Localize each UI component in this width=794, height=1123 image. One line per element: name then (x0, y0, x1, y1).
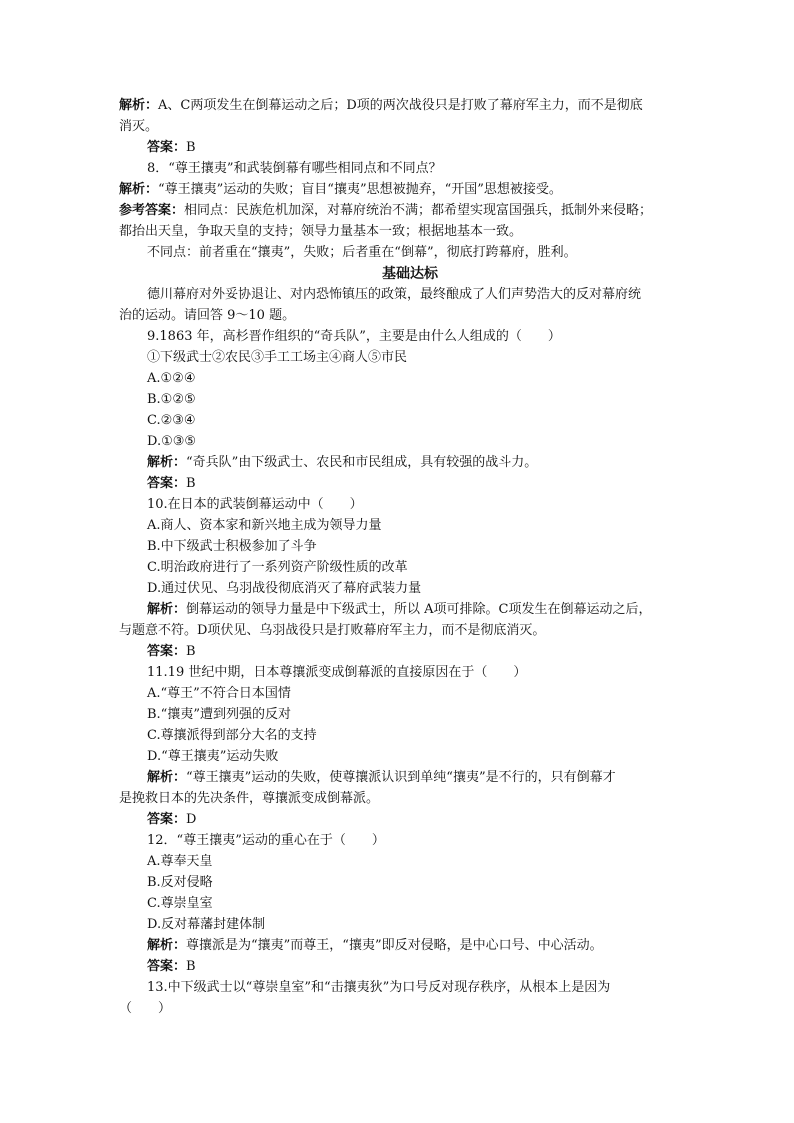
intro-paragraph-continued: 治的运动。请回答 9～10 题。 (119, 308, 296, 323)
option-d: D.反对幕藩封建体制 (147, 917, 266, 932)
option-c: C.②③④ (147, 413, 196, 428)
analysis-text: “尊王攘夷”运动的失败，使尊攘派认识到单纯“攘夷”是不行的，只有倒幕才 (186, 770, 616, 785)
reference-answer (119, 201, 652, 221)
reference-answer-text: 相同点：民族危机加深，对幕府统治不满；都希望实现富国强兵，抵制外来侵略； (184, 203, 653, 218)
analysis-paragraph (147, 600, 651, 620)
difference-text: 不同点：前者重在“攘夷”，失败；后者重在“倒幕”，彻底打跨幕府，胜利。 (147, 245, 577, 260)
analysis-paragraph (147, 453, 537, 473)
option-b: B.①②⑤ (147, 392, 196, 407)
answer-label: 答案： (147, 644, 187, 659)
reference-answer-label: 参考答案： (119, 203, 185, 218)
reference-answer-continued: 都抬出天皇，争取天皇的支持；领导力量基本一致；根据地基本一致。 (119, 224, 523, 239)
analysis-text-continued: 消灭。 (119, 119, 159, 134)
question-11: 11.19 世纪中期，日本尊攘派变成倒幕派的直接原因在于（ ） (147, 665, 527, 680)
question-8: 8．“尊王攘夷”和武装倒幕有哪些相同点和不同点？ (147, 161, 442, 176)
option-b: B.“攘夷”遭到列强的反对 (147, 707, 291, 722)
option-d: D.“尊王攘夷”运动失败 (147, 749, 279, 764)
option-c: C.尊崇皇室 (147, 896, 213, 911)
analysis-text-continued: 是挽救日本的先决条件，尊攘派变成倒幕派。 (119, 791, 380, 806)
answer-line (147, 957, 196, 977)
analysis-text: “尊王攘夷”运动的失败；盲目“攘夷”思想被抛弃，“开国”思想被接受。 (158, 182, 562, 197)
question-10: 10.在日本的武装倒幕运动中（ ） (147, 497, 363, 512)
answer-label: 答案： (147, 812, 187, 827)
option-a: A.①②④ (147, 371, 196, 386)
analysis-text-continued: 与题意不符。D项伏见、乌羽战役只是打败幕府军主力，而不是彻底消灭。 (119, 623, 546, 638)
analysis-paragraph (119, 180, 562, 200)
answer-value: B (186, 644, 196, 659)
option-c: C.尊攘派得到部分大名的支持 (147, 728, 317, 743)
analysis-paragraph (119, 96, 643, 116)
option-b: B.反对侵略 (147, 875, 213, 890)
section-title: 基础达标 (382, 266, 438, 282)
analysis-text: “奇兵队”由下级武士、农民和市民组成，具有较强的战斗力。 (186, 455, 538, 470)
analysis-paragraph (147, 768, 616, 788)
analysis-label: 解析： (147, 602, 187, 617)
option-c: C.明治政府进行了一系列资产阶级性质的改革 (147, 560, 408, 575)
answer-line (147, 138, 196, 158)
analysis-label: 解析： (147, 770, 187, 785)
answer-value: D (186, 812, 197, 827)
answer-label: 答案： (147, 959, 187, 974)
answer-value: B (186, 959, 196, 974)
question-12: 12．“尊王攘夷”运动的重心在于（ ） (147, 833, 385, 848)
answer-value: B (186, 476, 196, 491)
answer-line (147, 810, 196, 830)
answer-label: 答案： (147, 140, 187, 155)
question-13: 13.中下级武士以“尊崇皇室”和“击攘夷狄”为口号反对现存秩序，从根本上是因为 (147, 980, 611, 995)
analysis-label: 解析： (119, 98, 159, 113)
option-d: D.通过伏见、乌羽战役彻底消灭了幕府武装力量 (147, 581, 422, 596)
question-13-blank: （ ） (119, 1001, 172, 1016)
option-a: A.“尊王”不符合日本国情 (147, 686, 291, 701)
answer-line (147, 474, 196, 494)
analysis-paragraph (147, 936, 603, 956)
question-9-items: ①下级武士②农民③手工工场主④商人⑤市民 (147, 350, 408, 365)
analysis-label: 解析： (119, 182, 159, 197)
question-9: 9.1863 年，高杉晋作组织的“奇兵队”，主要是由什么人组成的（ ） (147, 329, 561, 344)
option-a: A.商人、资本家和新兴地主成为领导力量 (147, 518, 382, 533)
analysis-text: 尊攘派是为“攘夷”而尊王，“攘夷”即反对侵略，是中心口号、中心活动。 (186, 938, 603, 953)
option-b: B.中下级武士积极参加了斗争 (147, 539, 317, 554)
analysis-label: 解析： (147, 455, 187, 470)
answer-line (147, 642, 196, 662)
analysis-text: 倒幕运动的领导力量是中下级武士，所以 A项可排除。C项发生在倒幕运动之后， (186, 602, 652, 617)
intro-paragraph: 德川幕府对外妥协退让、对内恐怖镇压的政策，最终酿成了人们声势浩大的反对幕府统 (147, 287, 642, 302)
answer-label: 答案： (147, 476, 187, 491)
option-a: A.尊奉天皇 (147, 854, 213, 869)
analysis-text: A、C两项发生在倒幕运动之后；D项的两次战役只是打败了幕府军主力，而不是彻底 (158, 98, 643, 113)
answer-value: B (186, 140, 196, 155)
option-d: D.①③⑤ (147, 434, 197, 449)
analysis-label: 解析： (147, 938, 187, 953)
